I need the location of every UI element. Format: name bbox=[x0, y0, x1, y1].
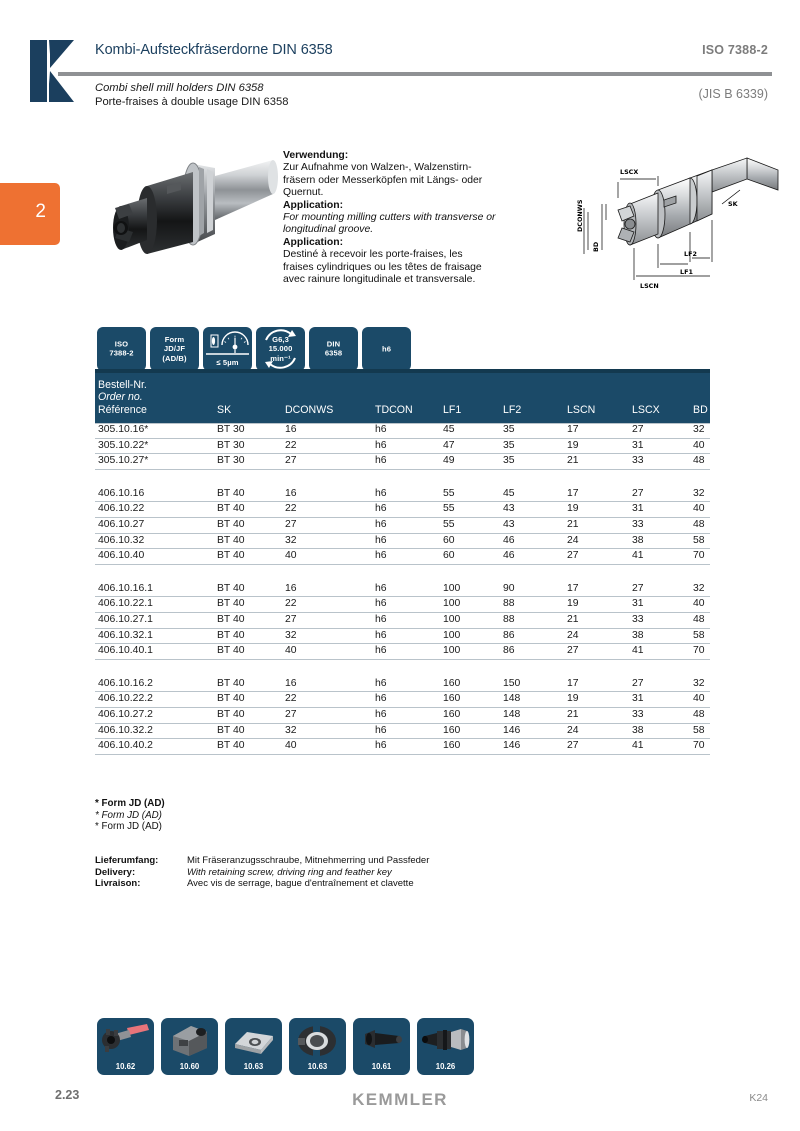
badge-line: DIN bbox=[326, 339, 341, 349]
table-cell: 150 bbox=[503, 677, 521, 689]
table-cell: 100 bbox=[443, 629, 461, 641]
table-cell: 21 bbox=[567, 518, 579, 530]
usage-text-fr-2: fraises cylindriques ou les têtes de fraisage bbox=[283, 261, 482, 273]
table-cell: 27 bbox=[285, 613, 297, 625]
table-row[interactable] bbox=[95, 692, 710, 708]
footer-page-number: 2.23 bbox=[55, 1088, 80, 1102]
table-cell: 86 bbox=[503, 645, 515, 657]
table-cell: BT 40 bbox=[217, 724, 245, 736]
table-cell: 60 bbox=[443, 550, 455, 562]
table-cell: BT 40 bbox=[217, 677, 245, 689]
table-cell: 41 bbox=[632, 550, 644, 562]
footer-code: K24 bbox=[749, 1092, 768, 1104]
table-cell: 19 bbox=[567, 598, 579, 610]
table-cell: 33 bbox=[632, 613, 644, 625]
dim-label-lf2: LF2 bbox=[684, 250, 697, 258]
accessory-thumb-1063-a[interactable] bbox=[225, 1018, 282, 1075]
page-subtitle-fr: Porte-fraises à double usage DIN 6358 bbox=[95, 96, 289, 108]
table-cell: h6 bbox=[375, 424, 387, 435]
accessory-label: 10.62 bbox=[115, 1062, 136, 1071]
table-cell: 43 bbox=[503, 518, 515, 530]
table-cell: h6 bbox=[375, 708, 387, 720]
table-header-bd: BD bbox=[693, 404, 708, 416]
table-cell: h6 bbox=[375, 613, 387, 625]
table-cell: 27 bbox=[285, 518, 297, 530]
table-cell: 31 bbox=[632, 693, 644, 705]
table-cell: BT 40 bbox=[217, 534, 245, 546]
table-cell: 24 bbox=[567, 724, 579, 736]
order-number-cell: 406.10.16 bbox=[98, 487, 145, 499]
table-cell: h6 bbox=[375, 677, 387, 689]
table-cell: 27 bbox=[632, 487, 644, 499]
iso-standard-badge bbox=[97, 327, 146, 371]
table-cell: 19 bbox=[567, 693, 579, 705]
table-cell: 48 bbox=[693, 613, 705, 625]
order-number-cell: 406.10.40.2 bbox=[98, 740, 153, 752]
table-cell: 146 bbox=[503, 724, 521, 736]
table-cell: 32 bbox=[285, 724, 297, 736]
order-number-cell: 406.10.40 bbox=[98, 550, 145, 562]
table-cell: 32 bbox=[693, 424, 705, 435]
usage-label-fr: Application: bbox=[283, 236, 344, 248]
table-cell: 148 bbox=[503, 693, 521, 705]
table-cell: 27 bbox=[567, 740, 579, 752]
table-cell: h6 bbox=[375, 693, 387, 705]
table-cell: 41 bbox=[632, 740, 644, 752]
table-cell: 24 bbox=[567, 534, 579, 546]
table-cell: 48 bbox=[693, 518, 705, 530]
delivery-label-fr: Livraison: bbox=[95, 878, 141, 890]
order-number-cell: 305.10.16* bbox=[98, 424, 149, 435]
table-cell: 60 bbox=[443, 534, 455, 546]
table-row[interactable] bbox=[95, 708, 710, 724]
runout-badge bbox=[203, 327, 252, 371]
badge-line: h6 bbox=[381, 344, 392, 354]
table-cell: 90 bbox=[503, 582, 515, 594]
footnote-fr: * Form JD (AD) bbox=[95, 821, 162, 833]
table-cell: 100 bbox=[443, 613, 461, 625]
table-cell: 32 bbox=[285, 629, 297, 641]
dim-label-lscx: LSCX bbox=[620, 168, 639, 176]
delivery-label-en: Delivery: bbox=[95, 866, 136, 878]
table-cell: 160 bbox=[443, 677, 461, 689]
table-cell: 40 bbox=[285, 550, 297, 562]
table-cell: 27 bbox=[567, 550, 579, 562]
footer-brand: KEMMLER bbox=[352, 1090, 448, 1109]
table-cell: 160 bbox=[443, 708, 461, 720]
table-cell: BT 40 bbox=[217, 598, 245, 610]
table-cell: 16 bbox=[285, 677, 297, 689]
table-cell: 41 bbox=[632, 645, 644, 657]
shell-mill-holder-dimension-drawing bbox=[572, 146, 794, 294]
table-cell: BT 40 bbox=[217, 503, 245, 515]
table-cell: 16 bbox=[285, 487, 297, 499]
table-cell: 70 bbox=[693, 550, 705, 562]
table-header-sk: SK bbox=[217, 404, 232, 416]
table-cell: 58 bbox=[693, 534, 705, 546]
table-cell: 27 bbox=[567, 645, 579, 657]
table-header-lf1: LF1 bbox=[443, 404, 462, 416]
page-subtitle-en: Combi shell mill holders DIN 6358 bbox=[95, 82, 264, 94]
table-cell: 88 bbox=[503, 598, 515, 610]
order-number-cell: 406.10.32 bbox=[98, 534, 145, 546]
table-cell: 19 bbox=[567, 439, 579, 451]
table-row[interactable] bbox=[95, 423, 710, 439]
table-cell: 160 bbox=[443, 693, 461, 705]
table-cell: 32 bbox=[693, 582, 705, 594]
table-cell: 70 bbox=[693, 740, 705, 752]
order-number-cell: 406.10.16.1 bbox=[98, 582, 153, 594]
table-cell: BT 40 bbox=[217, 708, 245, 720]
table-cell: h6 bbox=[375, 534, 387, 546]
dim-label-bd: BD bbox=[592, 241, 600, 252]
table-cell: 16 bbox=[285, 582, 297, 594]
order-number-cell: 305.10.22* bbox=[98, 439, 149, 451]
table-cell: BT 40 bbox=[217, 550, 245, 562]
table-cell: 45 bbox=[443, 424, 455, 435]
table-cell: h6 bbox=[375, 518, 387, 530]
delivery-value-fr: Avec vis de serrage, bague d'entraînement et clavette bbox=[187, 878, 414, 890]
accessory-label: 10.60 bbox=[179, 1062, 200, 1071]
accessory-thumb-1060[interactable] bbox=[161, 1018, 218, 1075]
delivery-row bbox=[95, 867, 545, 879]
table-cell: 146 bbox=[503, 740, 521, 752]
table-cell: 32 bbox=[693, 487, 705, 499]
table-cell: 40 bbox=[285, 740, 297, 752]
badge-line: ≤ 5µm bbox=[216, 357, 239, 367]
table-row[interactable] bbox=[95, 582, 710, 598]
badge-line: Form bbox=[164, 334, 185, 344]
badge-line: 6358 bbox=[324, 349, 343, 358]
table-cell: 17 bbox=[567, 582, 579, 594]
table-cell: 32 bbox=[693, 677, 705, 689]
table-row[interactable] bbox=[95, 739, 710, 755]
usage-text-de-3: Quernut. bbox=[283, 187, 324, 199]
table-row[interactable] bbox=[95, 613, 710, 629]
table-header-tdcon: TDCON bbox=[375, 404, 413, 416]
table-cell: 27 bbox=[285, 455, 297, 467]
table-row[interactable] bbox=[95, 597, 710, 613]
table-cell: 86 bbox=[503, 629, 515, 641]
table-cell: 22 bbox=[285, 439, 297, 451]
page-title: Kombi-Aufsteckfräserdorne DIN 6358 bbox=[95, 42, 333, 58]
table-cell: h6 bbox=[375, 645, 387, 657]
table-header-lscx: LSCX bbox=[632, 404, 660, 416]
accessory-thumb-1026[interactable] bbox=[417, 1018, 474, 1075]
table-cell: 58 bbox=[693, 629, 705, 641]
table-cell: BT 30 bbox=[217, 439, 245, 451]
table-cell: 160 bbox=[443, 724, 461, 736]
balance-badge bbox=[256, 327, 305, 371]
footnote-en: * Form JD (AD) bbox=[95, 809, 162, 821]
table-cell: h6 bbox=[375, 487, 387, 499]
table-row[interactable] bbox=[95, 677, 710, 693]
footnotes bbox=[95, 798, 165, 833]
kemmler-k-logo-icon bbox=[30, 40, 86, 102]
badge-line: ISO bbox=[114, 339, 129, 349]
badge-line: 7388-2 bbox=[109, 349, 134, 358]
table-cell: 88 bbox=[503, 613, 515, 625]
accessory-thumb-1062[interactable] bbox=[97, 1018, 154, 1075]
table-cell: 27 bbox=[632, 424, 644, 435]
header-divider bbox=[58, 72, 772, 76]
dial-gauge-icon bbox=[203, 329, 252, 355]
table-cell: 40 bbox=[693, 503, 705, 515]
order-number-cell: 406.10.27.2 bbox=[98, 708, 153, 720]
usage-text-de-1: Zur Aufnahme von Walzen-, Walzenstirn- bbox=[283, 162, 472, 174]
accessory-thumb-1061[interactable] bbox=[353, 1018, 410, 1075]
tolerance-badge bbox=[362, 327, 411, 371]
table-cell: 160 bbox=[443, 740, 461, 752]
table-cell: 38 bbox=[632, 629, 644, 641]
table-group-separator bbox=[95, 565, 710, 582]
footnote-de: * Form JD (AD) bbox=[95, 798, 165, 809]
table-cell: 16 bbox=[285, 424, 297, 435]
badge-line: G6,3 bbox=[272, 334, 289, 344]
table-cell: h6 bbox=[375, 724, 387, 736]
table-header-order-fr: Référence bbox=[98, 404, 147, 416]
table-cell: BT 40 bbox=[217, 582, 245, 594]
table-cell: h6 bbox=[375, 598, 387, 610]
usage-text-en-2: longitudinal groove. bbox=[283, 224, 374, 236]
table-body bbox=[95, 423, 710, 755]
table-cell: h6 bbox=[375, 550, 387, 562]
table-cell: BT 40 bbox=[217, 487, 245, 499]
table-cell: BT 40 bbox=[217, 645, 245, 657]
badge-line: 15.000 bbox=[268, 344, 293, 354]
table-row[interactable] bbox=[95, 487, 710, 503]
dim-label-lscn: LSCN bbox=[640, 282, 659, 290]
delivery-row bbox=[95, 878, 545, 890]
table-cell: 40 bbox=[693, 439, 705, 451]
table-row[interactable] bbox=[95, 502, 710, 518]
dim-label-lf1: LF1 bbox=[680, 268, 693, 276]
table-cell: h6 bbox=[375, 582, 387, 594]
table-cell: 17 bbox=[567, 424, 579, 435]
table-cell: 33 bbox=[632, 518, 644, 530]
table-cell: 19 bbox=[567, 503, 579, 515]
dim-label-sk: SK bbox=[728, 200, 738, 208]
table-row[interactable] bbox=[95, 629, 710, 645]
form-badge bbox=[150, 327, 199, 371]
din-standard-badge bbox=[309, 327, 358, 371]
shell-mill-holder-photo bbox=[85, 142, 280, 294]
table-row[interactable] bbox=[95, 534, 710, 550]
delivery-value-de: Mit Fräseranzugsschraube, Mitnehmerring und Passfeder bbox=[187, 855, 430, 866]
table-cell: 33 bbox=[632, 455, 644, 467]
table-header bbox=[95, 373, 710, 423]
delivery-value-en: With retaining screw, driving ring and feather key bbox=[187, 866, 392, 878]
table-header-lf2: LF2 bbox=[503, 404, 522, 416]
usage-text-de-2: fräsern oder Messerköpfen mit Längs- oder bbox=[283, 174, 483, 186]
table-cell: 17 bbox=[567, 487, 579, 499]
table-cell: 27 bbox=[632, 677, 644, 689]
table-cell: 35 bbox=[503, 424, 515, 435]
table-cell: BT 30 bbox=[217, 424, 245, 435]
accessory-label: 10.63 bbox=[307, 1062, 328, 1071]
usage-text-fr-3: avec rainure longitudinale et transversale. bbox=[283, 274, 476, 286]
table-cell: h6 bbox=[375, 740, 387, 752]
badge-line: JD/JF bbox=[163, 344, 186, 354]
table-cell: h6 bbox=[375, 503, 387, 515]
table-group-separator bbox=[95, 660, 710, 677]
delivery-block bbox=[95, 855, 545, 890]
table-group-separator bbox=[95, 470, 710, 487]
accessory-label: 10.26 bbox=[435, 1062, 456, 1071]
order-number-cell: 406.10.27 bbox=[98, 518, 145, 530]
jis-standard-label: (JIS B 6339) bbox=[698, 87, 768, 101]
table-cell: 40 bbox=[285, 645, 297, 657]
table-cell: 22 bbox=[285, 503, 297, 515]
table-cell: 40 bbox=[693, 598, 705, 610]
table-cell: h6 bbox=[375, 455, 387, 467]
table-cell: 148 bbox=[503, 708, 521, 720]
table-cell: BT 30 bbox=[217, 455, 245, 467]
table-cell: 24 bbox=[567, 629, 579, 641]
table-cell: 46 bbox=[503, 550, 515, 562]
table-row[interactable] bbox=[95, 549, 710, 565]
table-cell: 38 bbox=[632, 724, 644, 736]
order-number-cell: 406.10.22.1 bbox=[98, 598, 153, 610]
table-row[interactable] bbox=[95, 439, 710, 455]
iso-standard-label: ISO 7388-2 bbox=[702, 43, 768, 57]
table-header-dconws: DCONWS bbox=[285, 404, 334, 416]
table-cell: 49 bbox=[443, 455, 455, 467]
table-cell: 47 bbox=[443, 439, 455, 451]
table-cell: 100 bbox=[443, 582, 461, 594]
order-number-cell: 406.10.22.2 bbox=[98, 693, 153, 705]
table-cell: 22 bbox=[285, 598, 297, 610]
order-number-cell: 406.10.16.2 bbox=[98, 677, 153, 689]
table-cell: 45 bbox=[503, 487, 515, 499]
order-number-cell: 406.10.22 bbox=[98, 503, 145, 515]
table-cell: 55 bbox=[443, 518, 455, 530]
dim-label-dconws: DCONWS bbox=[576, 199, 584, 232]
accessory-thumb-1063-b[interactable] bbox=[289, 1018, 346, 1075]
table-cell: 17 bbox=[567, 677, 579, 689]
table-cell: 46 bbox=[503, 534, 515, 546]
table-cell: h6 bbox=[375, 439, 387, 451]
table-cell: 38 bbox=[632, 534, 644, 546]
order-number-cell: 406.10.40.1 bbox=[98, 645, 153, 657]
table-cell: 21 bbox=[567, 455, 579, 467]
table-header-order-en: Order no. bbox=[98, 391, 143, 403]
order-number-cell: 305.10.27* bbox=[98, 455, 149, 467]
table-cell: 48 bbox=[693, 455, 705, 467]
table-cell: 35 bbox=[503, 439, 515, 451]
table-cell: 22 bbox=[285, 693, 297, 705]
table-row[interactable] bbox=[95, 644, 710, 660]
usage-text-fr-1: Destiné à recevoir les porte-fraises, les bbox=[283, 249, 463, 261]
table-cell: 48 bbox=[693, 708, 705, 720]
accessory-label: 10.61 bbox=[371, 1062, 392, 1071]
table-cell: 70 bbox=[693, 645, 705, 657]
table-cell: 31 bbox=[632, 439, 644, 451]
table-row[interactable] bbox=[95, 724, 710, 740]
usage-label-en: Application: bbox=[283, 199, 344, 211]
table-cell: 100 bbox=[443, 598, 461, 610]
order-number-cell: 406.10.32.1 bbox=[98, 629, 153, 641]
table-cell: BT 40 bbox=[217, 740, 245, 752]
table-cell: BT 40 bbox=[217, 518, 245, 530]
chapter-number: 2 bbox=[35, 201, 46, 222]
delivery-row bbox=[95, 855, 545, 867]
table-cell: 35 bbox=[503, 455, 515, 467]
table-header-order-de: Bestell-Nr. bbox=[98, 379, 147, 391]
order-number-cell: 406.10.32.2 bbox=[98, 724, 153, 736]
table-cell: 21 bbox=[567, 708, 579, 720]
badge-line: min⁻¹ bbox=[270, 353, 291, 363]
description-block bbox=[283, 150, 561, 286]
table-cell: 27 bbox=[632, 582, 644, 594]
table-cell: BT 40 bbox=[217, 613, 245, 625]
table-cell: 31 bbox=[632, 598, 644, 610]
table-cell: h6 bbox=[375, 629, 387, 641]
table-cell: BT 40 bbox=[217, 629, 245, 641]
table-cell: 55 bbox=[443, 503, 455, 515]
table-cell: 32 bbox=[285, 534, 297, 546]
table-cell: BT 40 bbox=[217, 693, 245, 705]
table-cell: 58 bbox=[693, 724, 705, 736]
table-cell: 40 bbox=[693, 693, 705, 705]
usage-label-de: Verwendung: bbox=[283, 150, 349, 161]
table-row[interactable] bbox=[95, 454, 710, 470]
badge-line: (AD/B) bbox=[162, 353, 187, 363]
table-cell: 31 bbox=[632, 503, 644, 515]
table-header-lscn: LSCN bbox=[567, 404, 596, 416]
table-row[interactable] bbox=[95, 518, 710, 534]
table-cell: 43 bbox=[503, 503, 515, 515]
order-number-cell: 406.10.27.1 bbox=[98, 613, 153, 625]
table-cell: 33 bbox=[632, 708, 644, 720]
table-cell: 27 bbox=[285, 708, 297, 720]
table-cell: 55 bbox=[443, 487, 455, 499]
delivery-label-de: Lieferumfang: bbox=[95, 855, 159, 866]
table-cell: 21 bbox=[567, 613, 579, 625]
usage-text-en-1: For mounting milling cutters with transverse or bbox=[283, 212, 496, 224]
accessory-label: 10.63 bbox=[243, 1062, 264, 1071]
table-cell: 100 bbox=[443, 645, 461, 657]
chapter-tab[interactable] bbox=[0, 183, 60, 245]
